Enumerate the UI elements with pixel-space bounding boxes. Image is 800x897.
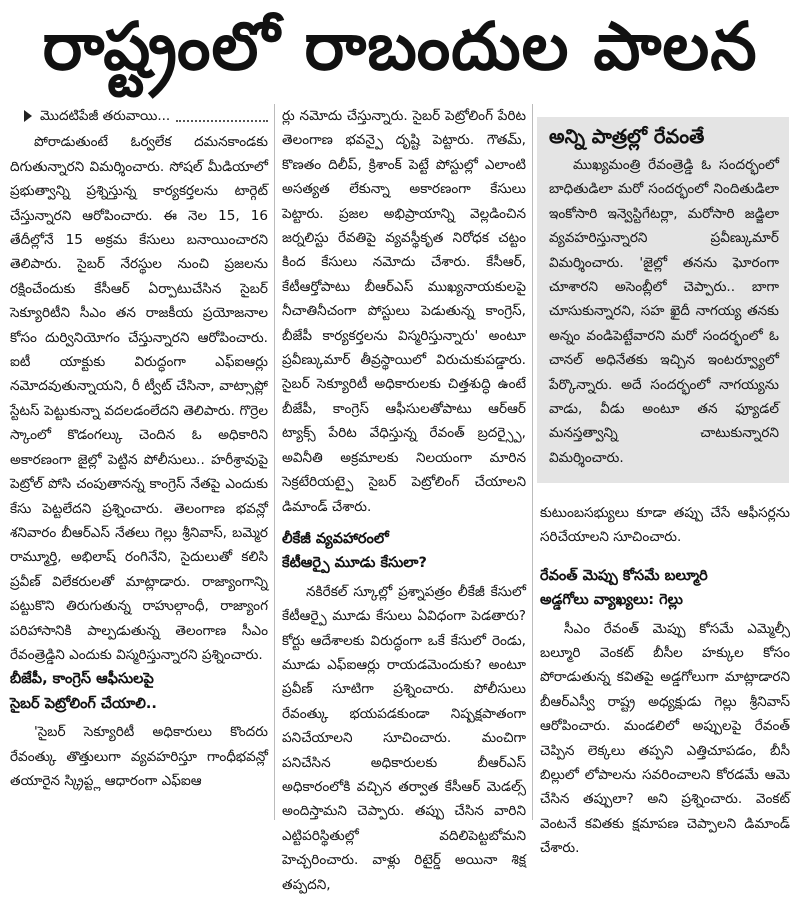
box-text: ముఖ్యమంత్రి రేవంత్రెడ్డి ఓ సందర్భంలో బాధితుడిలా మరో సందర్భంలో నిందితుడిలా ఇంకోసారి ఇన్వెస్టిగేటర్లా, మరోసారి జడ్జిలా వ్యవహరిస్తున్నారని ప్రవీణ్కుమార్ విమర్శించారు. 'జైల్లో తనను ఘోరంగా చూశారని అసెంబ్లీలో చెప్పారు.. బాగా చూసుకున్నారని, సహ ఖైదీ నాగయ్య తనకు అన్నం వండిపెట్టేవారని మరో సందర్భంలో ఓ చానల్ అధినేతకు ఇచ్చిన ఇంటర్వ్యూలో పేర్కొన్నారు. అదే సందర్భంలో నాగయ్యను వాడు, వీడు అంటూ తన ఫ్యూడల్ మనస్తత్వాన్ని చాటుకున్నారని విమర్శించారు. xyxy=(549,157,779,466)
paragraph: 'సైబర్ సెక్యూరిటీ అధికారులు కొందరు రేవంత్కు తొత్తులుగా వ్యవహరిస్తూ గాంధీభవన్లో తయారైన స్క్రిప్ట్ల ఆధారంగా ఎఫ్ఐఆ xyxy=(10,724,268,789)
article-column-3 xyxy=(540,501,790,861)
article-column-1 xyxy=(10,104,268,793)
column-divider-1 xyxy=(274,104,275,820)
subheading-line-1: బీజేపీ, కాంగ్రెస్ ఆఫీసులపై xyxy=(10,671,154,688)
paragraph: కుటుంబసభ్యులు కూడా తప్పు చేసే ఆఫీసర్లను సరిచేయాలని సూచించారు. xyxy=(540,505,790,546)
arrow-right-icon xyxy=(24,110,32,122)
subheading-line-2: కేటీఆర్పై మూడు కేసులా? xyxy=(282,555,427,572)
continuation-kicker xyxy=(10,104,268,128)
paragraph: పోరాడుతుంటే ఓర్వలేక దమనకాండకు దిగుతున్నారని విమర్శించారు. సోషల్ మీడియాలో ప్రభుత్వాన్ని ప్రశ్నిస్తున్న కార్యకర్తలను టార్గెట్ చేస్తున్నారని ఆరోపించారు. ఈ నెల 15, 16 తేదీల్లోనే 15 అక్రమ కేసులు బనాయించారని తెలిపారు. సైబర్ నేరస్థుల నుంచి ప్రజలను రక్షించేందుకు కేసీఆర్ ఏర్పాటుచేసిన సైబర్ సెక్యూరిటీని సీఎం తన రాజకీయ ప్రయోజనాల కోసం దుర్వినియోగం చేస్తున్నారని ఆరోపించారు. ఐటీ యాక్టుకు విరుద్ధంగా ఎఫ్ఐఆర్లు నమోదవుతున్నాయని, రీ ట్వీట్ చేసినా, వాట్సాప్లో స్టేటస్ పెట్టుకున్నా వదలడంలేదని తెలిపారు. గొర్రెల స్కాంలో కొడంగల్కు చెందిన ఓ అధికారిని అకారణంగా జైల్లో పెట్టిన పోలీసులు.. హరీశ్రావుపై పెట్రోల్ పోసి చంపుతానన్న కాంగ్రెస్ నేతపై ఎందుకు కేసు పెట్టలేదని ప్రశ్నించారు. తెలంగాణ భవన్లో శనివారం బీఆర్ఎస్ నేతలు గెల్లు శ్రీనివాస్, బమ్మెర రామ్మూర్తి, అభిలాష్ రంగినేని, సైదులుతో కలిసి ప్రవీణ్ విలేకరులతో మాట్లాడారు. రాజ్యాంగాన్ని పట్టుకొని తిరుగుతున్న రాహుల్గాంధీ, రాజ్యాంగ పరిహాసానికి పాల్పడుతున్న తెలంగాణ సీఎం రేవంత్రెడ్డిని ఎందుకు విస్మరిస్తున్నారని ప్రశ్నించారు. xyxy=(10,134,268,663)
headline: రాష్ట్రంలో రాబందుల పాలన xyxy=(42,8,758,85)
subheading-line-2: సైబర్ పెట్రోలింగ్ చేయాలి.. xyxy=(10,695,157,712)
kicker-text: మొదటిపేజీ తరువాయి... xyxy=(40,108,171,124)
paragraph: ర్లు నమోదు చేస్తున్నారు. సైబర్ పెట్రోలింగ్ పేరిట తెలంగాణ భవన్పై దృష్టి పెట్టారు. గౌతమ్, కొణతం దిలీప్, క్రిశాంక్ పెట్టే పోస్టుల్లో ఎలాంటి అసత్యత లేకున్నా అకారణంగా కేసులు పెట్టారు. ప్రజల అభిప్రాయాన్ని వెల్లడించిన జర్నలిస్టు రేవతిపై వ్యవస్థీకృత నిరోధక చట్టం కింద కేసులు నమోదు చేశారు. కేసీఆర్, కేటీఆర్తోపాటు బీఆర్ఎస్ ముఖ్యనాయకులపై నీచాతినీచంగా పోస్టులు పెడుతున్న కాంగ్రెస్, బీజేపీ కార్యకర్తలను విస్మరిస్తున్నారు' అంటూ ప్రవీణ్కుమార్ తీవ్రస్థాయిలో విరుచుకుపడ్డారు. సైబర్ సెక్యూరిటీ అధికారులకు చిత్తశుద్ధి ఉంటే బీజేపీ, కాంగ్రెస్ ఆఫీసులతోపాటు ఆర్ఆర్ ట్యాక్స్ పేరిట వేధిస్తున్న రేవంత్ బ్రదర్స్పై, అవినీతి అక్రమాలకు నిలయంగా మారిన సెక్రటేరియట్పై సైబర్ పెట్రోలింగ్ చేయాలని డిమాండ్ చేశారు. xyxy=(282,108,526,515)
article-column-2 xyxy=(282,104,526,897)
subheading-line-1: లీకేజీ వ్యవహారంలో xyxy=(282,530,389,547)
kicker-dotted-line xyxy=(176,110,268,122)
column-divider-2 xyxy=(532,104,533,820)
sidebar-box xyxy=(537,117,789,483)
paragraph: నకిరేకల్ స్కూల్లో ప్రశ్నాపత్రం లీకేజీ కేసులో కేటీఆర్పై మూడు కేసులు ఏవిధంగా పెడతారు? కోర్టు ఆదేశాలకు విరుద్ధంగా ఒకే కేసులో రెండు, మూడు ఎఫ్ఐఆర్లు రాయడమెందుకు? అంటూ ప్రవీణ్ సూటిగా ప్రశ్నించారు. పోలీసులు రేవంత్కు భయపడకుండా నిష్పక్షపాతంగా పనిచేయాలని సూచించారు. మంచిగా పనిచేసిన అధికారులకు బీఆర్ఎస్ అధికారంలోకి వచ్చిన తర్వాత కేసీఆర్ మెడల్స్ అందిస్తామని చెప్పారు. తప్పు చేసిన వారిని ఎట్టిపరిస్థితుల్లో వదిలిపెట్టబోమని హెచ్చరించారు. వాళ్లు రిటైర్డ్ అయినా శిక్ష తప్పదని, xyxy=(282,583,526,893)
paragraph: సీఎం రేవంత్ మెప్పు కోసమే ఎమ్మెల్సీ బల్మూరి వెంకట్ బీసీల హక్కుల కోసం పోరాడుతున్న కవితపై అడ్డగోలుగా మాట్లాడారని బీఆర్ఎస్వీ రాష్ట్ర అధ్యక్షుడు గెల్లు శ్రీనివాస్ ఆరోపించారు. మండలిలో అప్పులపై రేవంత్ చెప్పిన లెక్కలు తప్పని ఎత్తిచూపడం, బీసీ బిల్లులో లోపాలను సవరించాలని కోరడమే ఆమె చేసిన తప్పులా? అని ప్రశ్నించారు. వెంకట్ వెంటనే కవితకు క్షమాపణ చెప్పాలని డిమాండ్ చేశారు. xyxy=(540,620,790,857)
subheading-line-1: రేవంత్ మెప్పు కోసమే బల్మూరి xyxy=(540,567,708,584)
subheading-line-2: అడ్డగోలు వ్యాఖ్యలు: గెల్లు xyxy=(540,592,683,609)
box-title: అన్ని పాత్రల్లో రేవంతే xyxy=(549,125,705,148)
